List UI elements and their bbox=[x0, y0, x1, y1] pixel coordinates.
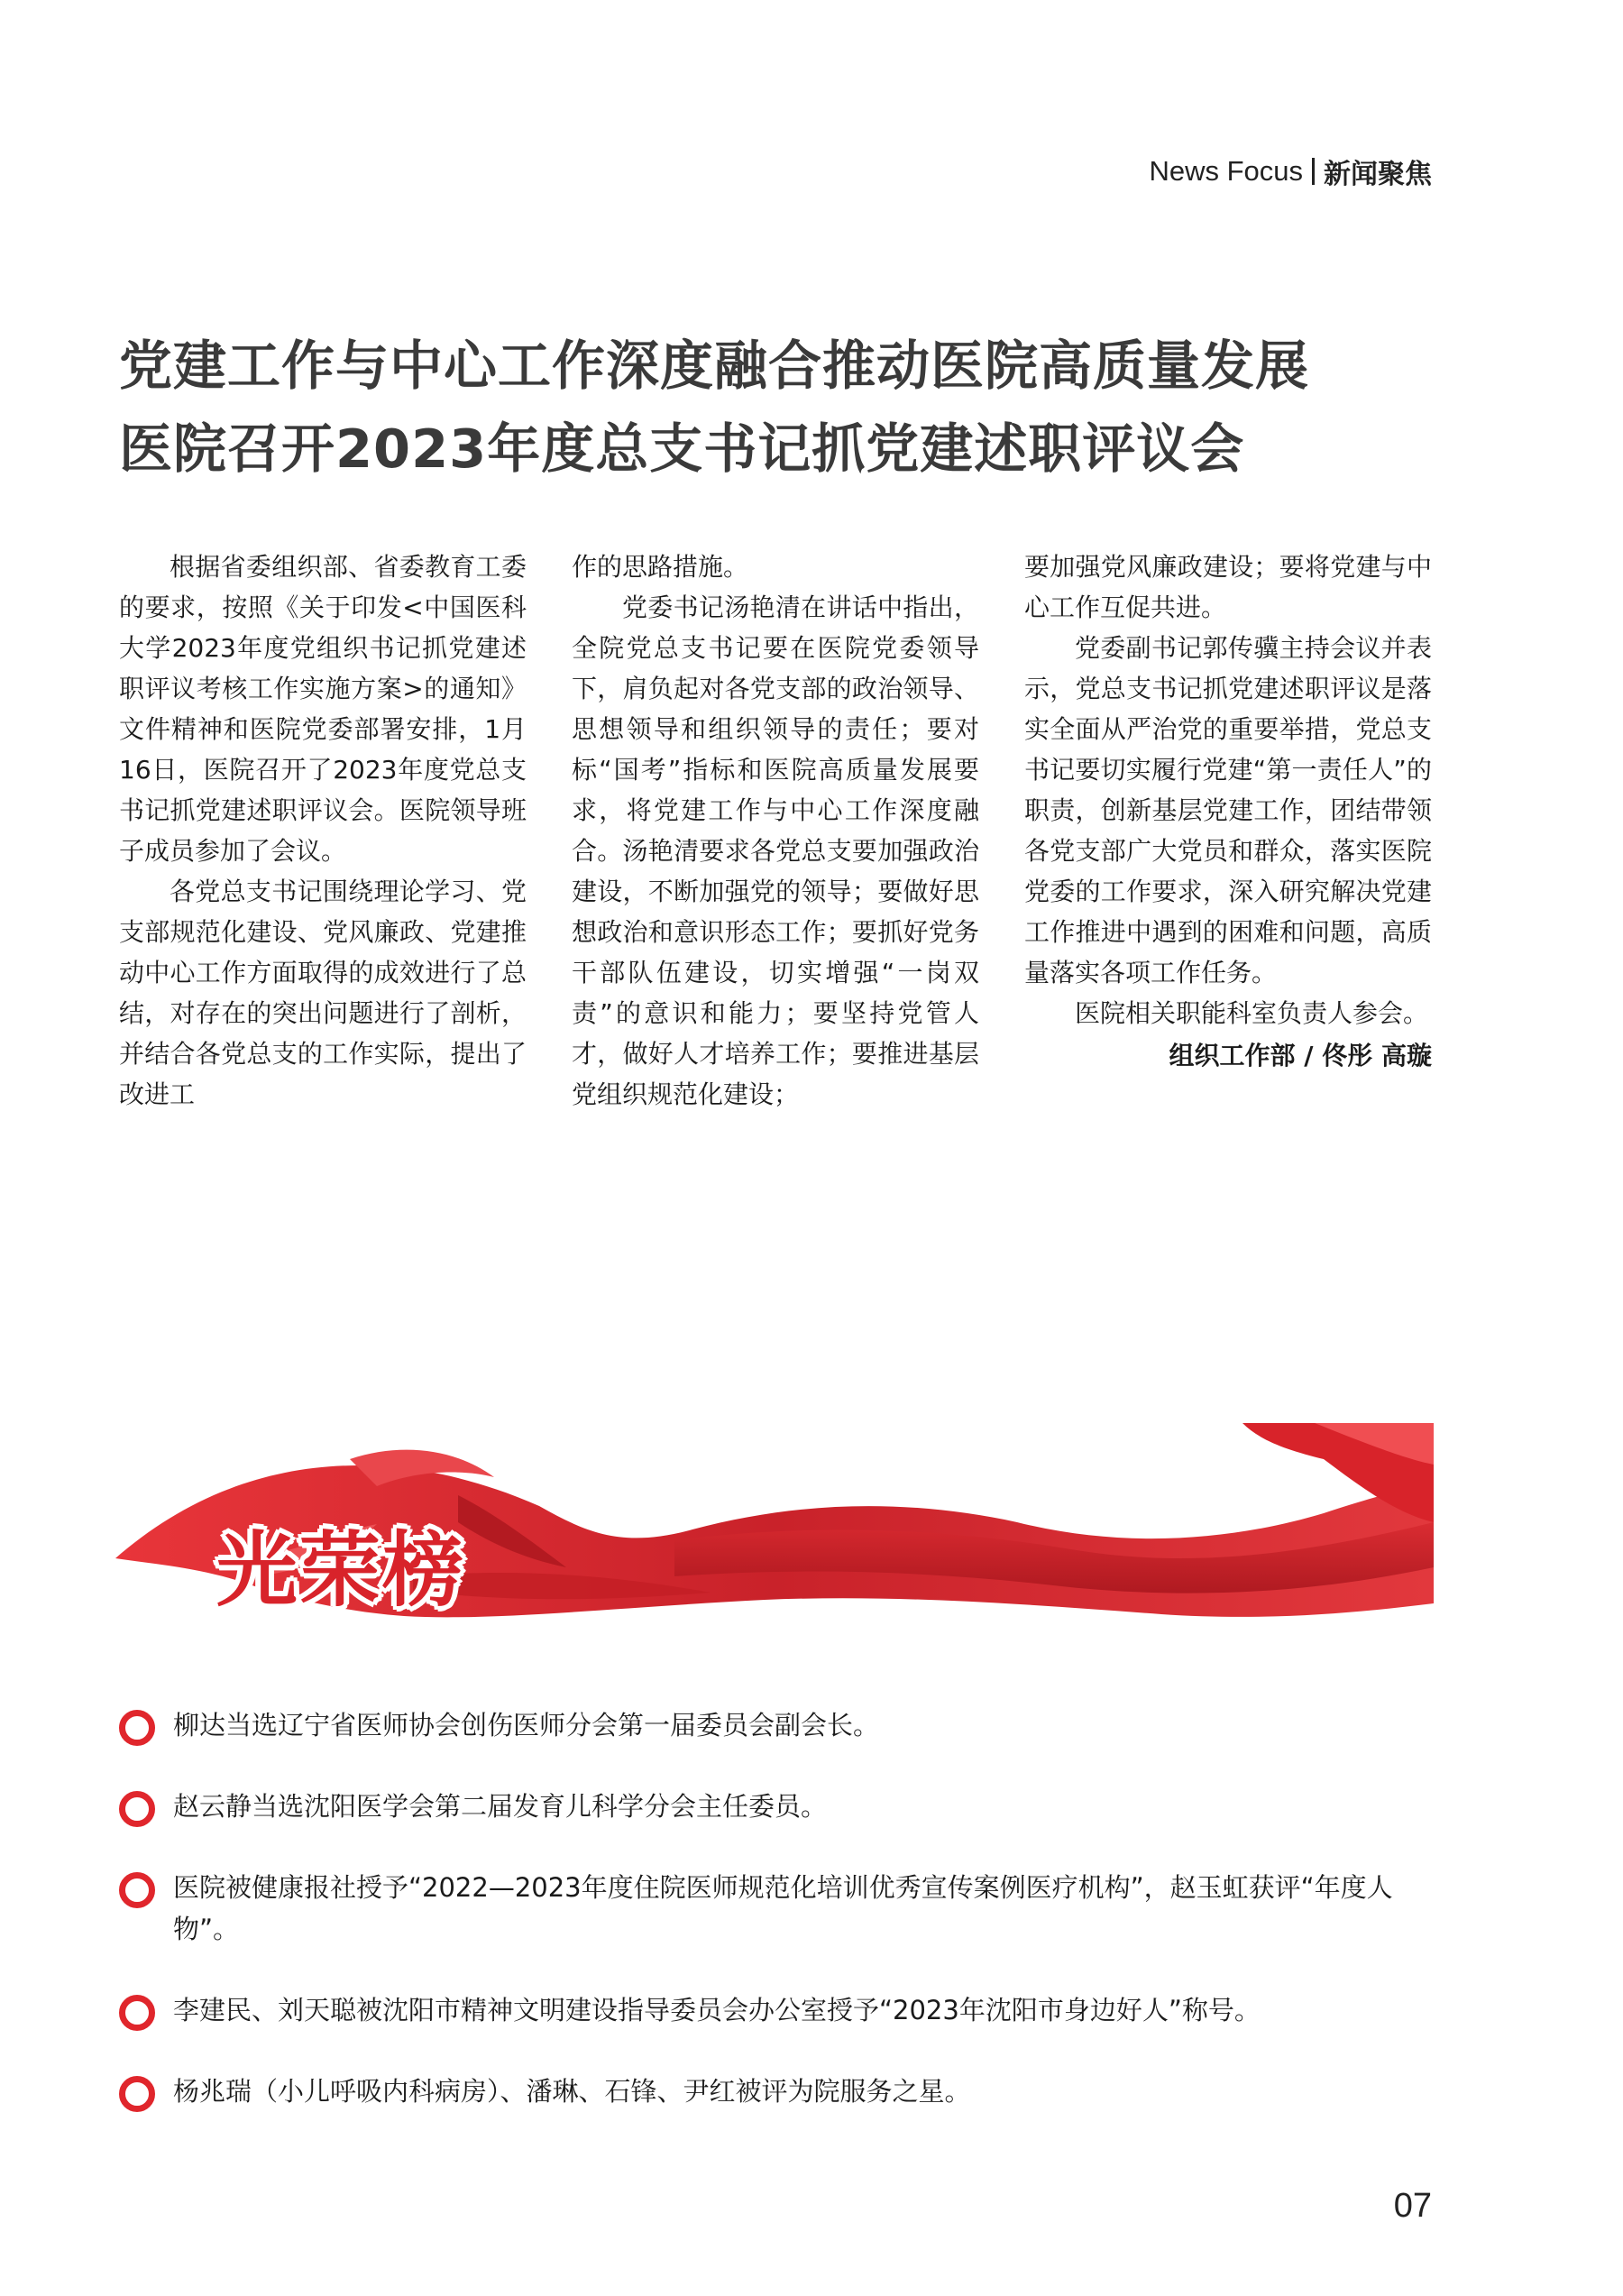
article-column-2 bbox=[572, 546, 979, 1160]
honor-text: 赵云静当选沈阳医学会第二届发育儿科学分会主任委员。 bbox=[173, 1791, 828, 1822]
paragraph: 党委书记汤艳清在讲话中指出，全院党总支书记要在医院党委领导下，肩负起对各党支部的政治领导、思想领导和组织领导的责任；要对标“国考”指标和医院高质量发展要求，将党建工作与中心工作深度融合。汤艳清要求各党总支要加强政治建设，不断加强党的领导；要做好思想政治和意识形态工作；要抓好党务干部队伍建设，切实增强“一岗双责”的意识和能力；要坚持党管人才，做好人才培养工作；要推进基层党组织规范化建设； bbox=[572, 592, 979, 1109]
honor-item bbox=[119, 1786, 1435, 1827]
article-column-1 bbox=[119, 546, 527, 1160]
ring-bullet-icon bbox=[119, 1995, 155, 2031]
section-header bbox=[1149, 152, 1432, 191]
article-byline: 组织工作部 / 佟彤 高璇 bbox=[1169, 1041, 1432, 1070]
honor-item bbox=[119, 2071, 1435, 2112]
paragraph: 党委副书记郭传骥主持会议并表示，党总支书记抓党建述职评议是落实全面从严治党的重要举措，党总支书记要切实履行党建“第一责任人”的职责，创新基层党建工作，团结带领各党支部广大党员和群众，落实医院党委的工作要求，深入研究解决党建工作推进中遇到的困难和问题，高质量落实各项工作任务。 bbox=[1024, 633, 1432, 987]
section-header-cn: 新闻聚焦 bbox=[1324, 159, 1432, 190]
ring-bullet-icon bbox=[119, 1791, 155, 1827]
article-body bbox=[119, 546, 1432, 1160]
honor-text: 医院被健康报社授予“2022—2023年度住院医师规范化培训优秀宣传案例医疗机构”，赵玉虹获评“年度人物”。 bbox=[173, 1872, 1393, 1944]
section-header-en: News Focus bbox=[1149, 155, 1303, 187]
paragraph-continuation: 要加强党风廉政建设；要将党建与中心工作互促共进。 bbox=[1024, 552, 1432, 622]
honor-list bbox=[119, 1704, 1435, 2152]
header-divider bbox=[1312, 158, 1315, 185]
ring-bullet-icon bbox=[119, 1872, 155, 1908]
honor-roll-title: 光荣榜 bbox=[216, 1522, 465, 1618]
title-line-1: 党建工作与中心工作深度融合推动医院高质量发展 bbox=[119, 335, 1310, 397]
honor-roll-banner bbox=[115, 1423, 1434, 1630]
page-number: 07 bbox=[1393, 2187, 1432, 2225]
paragraph: 医院相关职能科室负责人参会。 bbox=[1075, 998, 1429, 1028]
honor-text: 柳达当选辽宁省医师协会创伤医师分会第一届委员会副会长。 bbox=[173, 1710, 880, 1740]
paragraph: 根据省委组织部、省委教育工委的要求，按照《关于印发<中国医科大学2023年度党组织书记抓党建述职评议考核工作实施方案>的通知》文件精神和医院党委部署安排，1月16日，医院召开了2023年度党总支书记抓党建述职评议会。医院领导班子成员参加了会议。 bbox=[119, 552, 527, 866]
paragraph: 各党总支书记围绕理论学习、党支部规范化建设、党风廉政、党建推动中心工作方面取得的成效进行了总结，对存在的突出问题进行了剖析，并结合各党总支的工作实际，提出了改进工 bbox=[119, 877, 527, 1109]
ring-bullet-icon bbox=[119, 2076, 155, 2112]
article-column-3 bbox=[1024, 546, 1432, 1160]
honor-text: 杨兆瑞（小儿呼吸内科病房）、潘琳、石锋、尹红被评为院服务之星。 bbox=[173, 2076, 971, 2107]
honor-text: 李建民、刘天聪被沈阳市精神文明建设指导委员会办公室授予“2023年沈阳市身边好人”称号。 bbox=[173, 1995, 1261, 2025]
ring-bullet-icon bbox=[119, 1710, 155, 1746]
title-line-2: 医院召开2023年度总支书记抓党建述职评议会 bbox=[119, 418, 1245, 480]
honor-item bbox=[119, 1704, 1435, 1746]
honor-item bbox=[119, 1989, 1435, 2031]
honor-item bbox=[119, 1867, 1435, 1950]
article-title bbox=[119, 325, 1432, 491]
paragraph-continuation: 作的思路措施。 bbox=[572, 552, 749, 582]
